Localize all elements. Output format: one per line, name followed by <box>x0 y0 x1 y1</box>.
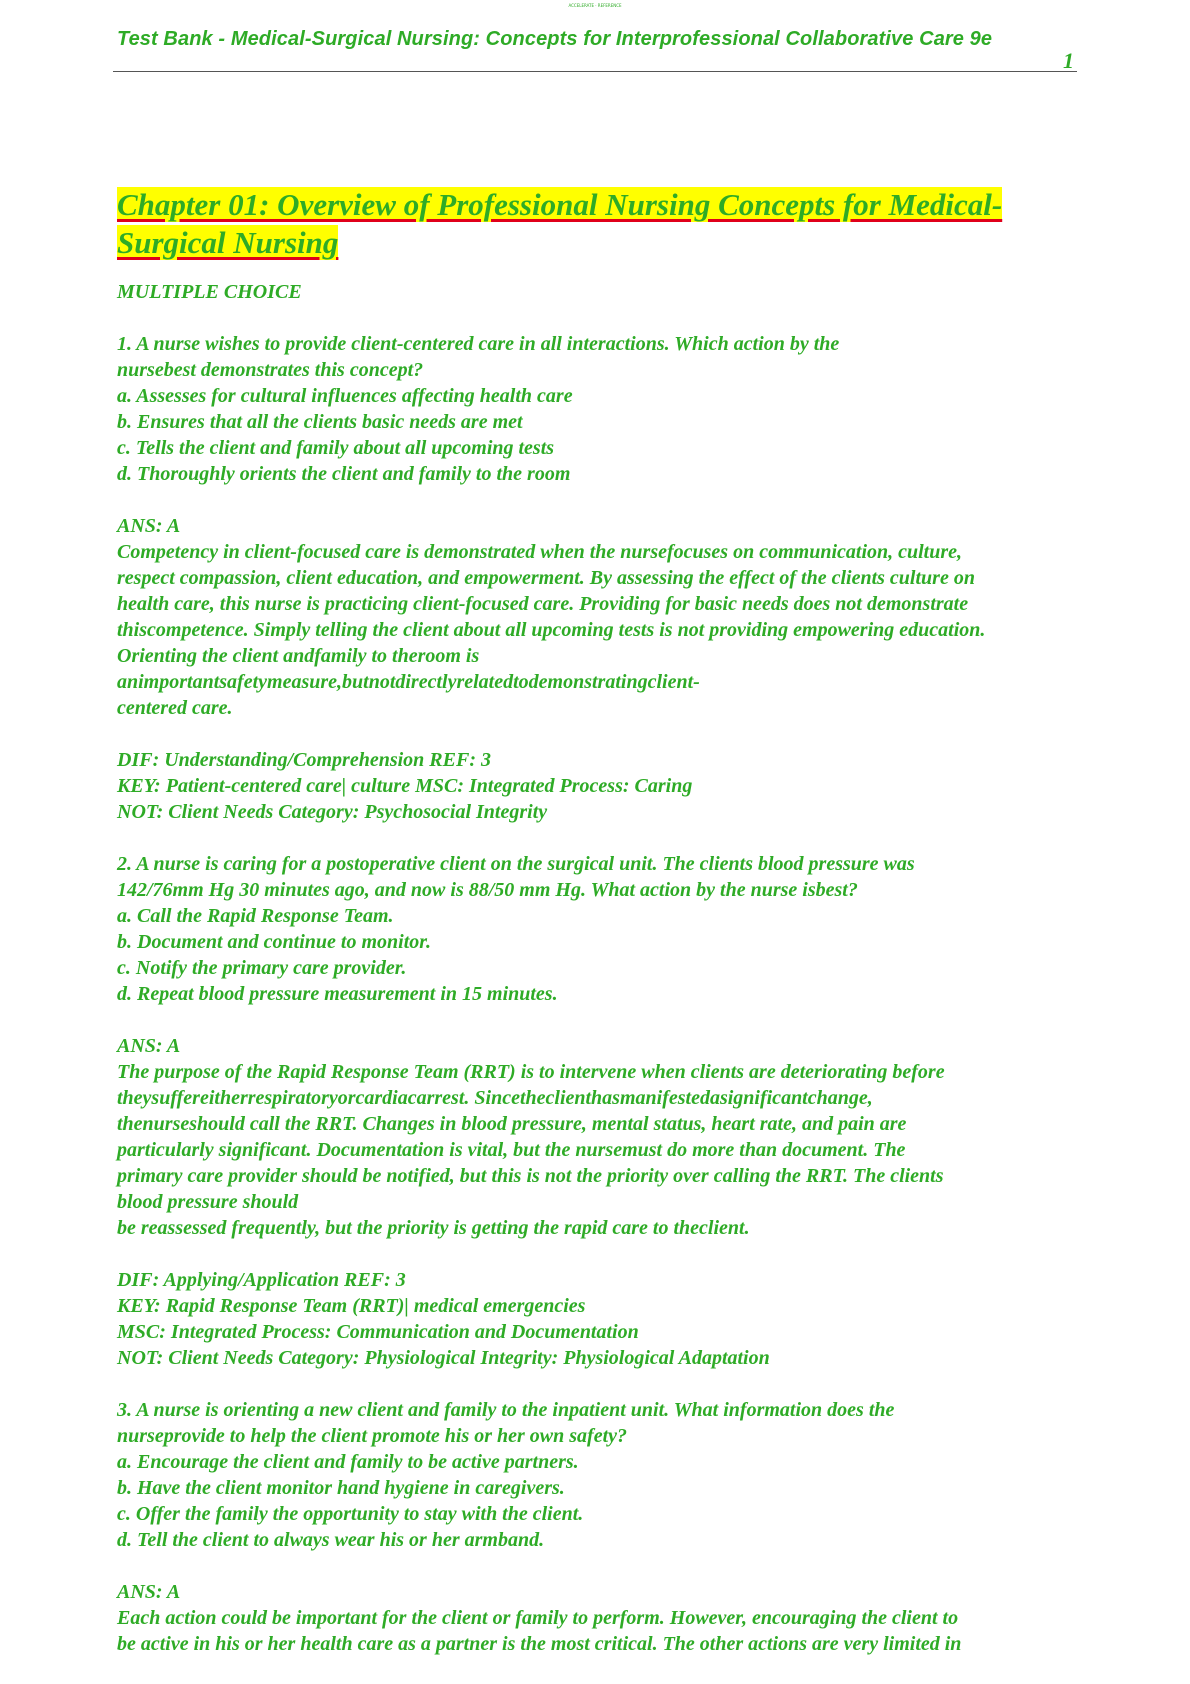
rationale-line: thenurseshould call the RRT. Changes in blood pressure, mental status, heart rate, and pain are <box>117 1113 907 1135</box>
rationale-line: be active in his or her health care as a partner is the most critical. The other actions are very limited in <box>117 1633 962 1655</box>
question-meta-line: KEY: Patient-centered care| culture MSC: Integrated Process: Caring <box>117 775 693 797</box>
question-stem-line: 1. A nurse wishes to provide client-centered care in all interactions. Which action by the <box>117 333 840 355</box>
document-body <box>117 279 1087 1657</box>
answer-option-b: b. Document and continue to monitor. <box>117 931 431 953</box>
rationale-line: particularly significant. Documentation is vital, but the nursemust do more than document. The <box>117 1139 906 1161</box>
question-meta-line: KEY: Rapid Response Team (RRT)| medical emergencies <box>117 1295 586 1317</box>
rationale-line: Orienting the client andfamily to theroom is <box>117 645 480 667</box>
header-divider <box>113 71 1077 72</box>
chapter-title <box>117 186 1057 262</box>
rationale-line: thiscompetence. Simply telling the client about all upcoming tests is not providing empowering education. <box>117 619 986 641</box>
rationale-line: The purpose of the Rapid Response Team (RRT) is to intervene when clients are deteriorating before <box>117 1061 945 1083</box>
answer-option-d: d. Repeat blood pressure measurement in 15 minutes. <box>117 983 558 1005</box>
rationale-line: Competency in client-focused care is demonstrated when the nursefocuses on communication, culture, <box>117 541 963 563</box>
rationale-line: primary care provider should be notified, but this is not the priority over calling the RRT. The clients <box>117 1165 944 1187</box>
answer-option-c: c. Tells the client and family about all upcoming tests <box>117 437 555 459</box>
question-2 <box>117 851 1087 1371</box>
running-header-title: Test Bank - Medical-Surgical Nursing: Concepts for Interprofessional Collaborative Care 9e <box>117 28 993 50</box>
answer-option-a: a. Call the Rapid Response Team. <box>117 905 394 927</box>
rationale-line: theysuffereitherrespiratoryorcardiacarrest. Sincetheclienthasmanifestedasignificantchange, <box>117 1087 873 1109</box>
rationale-line: animportantsafetymeasure,butnotdirectlyrelatedtodemonstratingclient- <box>117 671 700 693</box>
answer-option-d: d. Thoroughly orients the client and family to the room <box>117 463 571 485</box>
watermark-text: ACCELERATE · REFERENCE <box>568 3 622 8</box>
answer-option-a: a. Assesses for cultural influences affecting health care <box>117 385 573 407</box>
answer-key: ANS: A <box>117 1035 181 1057</box>
rationale-line: centered care. <box>117 697 233 719</box>
chapter-title-text: Chapter 01: Overview of Professional Nursing Concepts for Medical-Surgical Nursing <box>117 187 1003 260</box>
rationale-line: be reassessed frequently, but the priority is getting the rapid care to theclient. <box>117 1217 750 1239</box>
question-meta-line: DIF: Understanding/Comprehension REF: 3 <box>117 749 491 771</box>
rationale-line: blood pressure should <box>117 1191 299 1213</box>
question-3 <box>117 1397 1087 1657</box>
answer-key: ANS: A <box>117 1581 181 1603</box>
answer-option-b: b. Ensures that all the clients basic needs are met <box>117 411 523 433</box>
question-meta-line: NOT: Client Needs Category: Physiological Integrity: Physiological Adaptation <box>117 1347 770 1369</box>
answer-option-c: c. Notify the primary care provider. <box>117 957 407 979</box>
rationale-line: Each action could be important for the client or family to perform. However, encouraging the client to <box>117 1607 959 1629</box>
page-number: 1 <box>1063 48 1074 73</box>
section-label: MULTIPLE CHOICE <box>117 281 302 303</box>
question-stem-line: nurseprovide to help the client promote his or her own safety? <box>117 1425 628 1447</box>
question-meta-line: DIF: Applying/Application REF: 3 <box>117 1269 406 1291</box>
question-meta-line: MSC: Integrated Process: Communication and Documentation <box>117 1321 639 1343</box>
answer-key: ANS: A <box>117 515 181 537</box>
question-stem-line: nursebest demonstrates this concept? <box>117 359 424 381</box>
question-stem-line: 3. A nurse is orienting a new client and family to the inpatient unit. What information does the <box>117 1399 895 1421</box>
question-stem-line: 142/76mm Hg 30 minutes ago, and now is 88/50 mm Hg. What action by the nurse isbest? <box>117 879 858 901</box>
answer-option-a: a. Encourage the client and family to be active partners. <box>117 1451 579 1473</box>
question-stem-line: 2. A nurse is caring for a postoperative client on the surgical unit. The clients blood pressure was <box>117 853 915 875</box>
answer-option-c: c. Offer the family the opportunity to stay with the client. <box>117 1503 584 1525</box>
rationale-line: respect compassion, client education, and empowerment. By assessing the effect of the clients culture on <box>117 567 975 589</box>
question-meta-line: NOT: Client Needs Category: Psychosocial Integrity <box>117 801 548 823</box>
question-1 <box>117 331 1087 825</box>
answer-option-b: b. Have the client monitor hand hygiene in caregivers. <box>117 1477 565 1499</box>
rationale-line: health care, this nurse is practicing client-focused care. Providing for basic needs does not demonstrate <box>117 593 969 615</box>
answer-option-d: d. Tell the client to always wear his or her armband. <box>117 1529 545 1551</box>
